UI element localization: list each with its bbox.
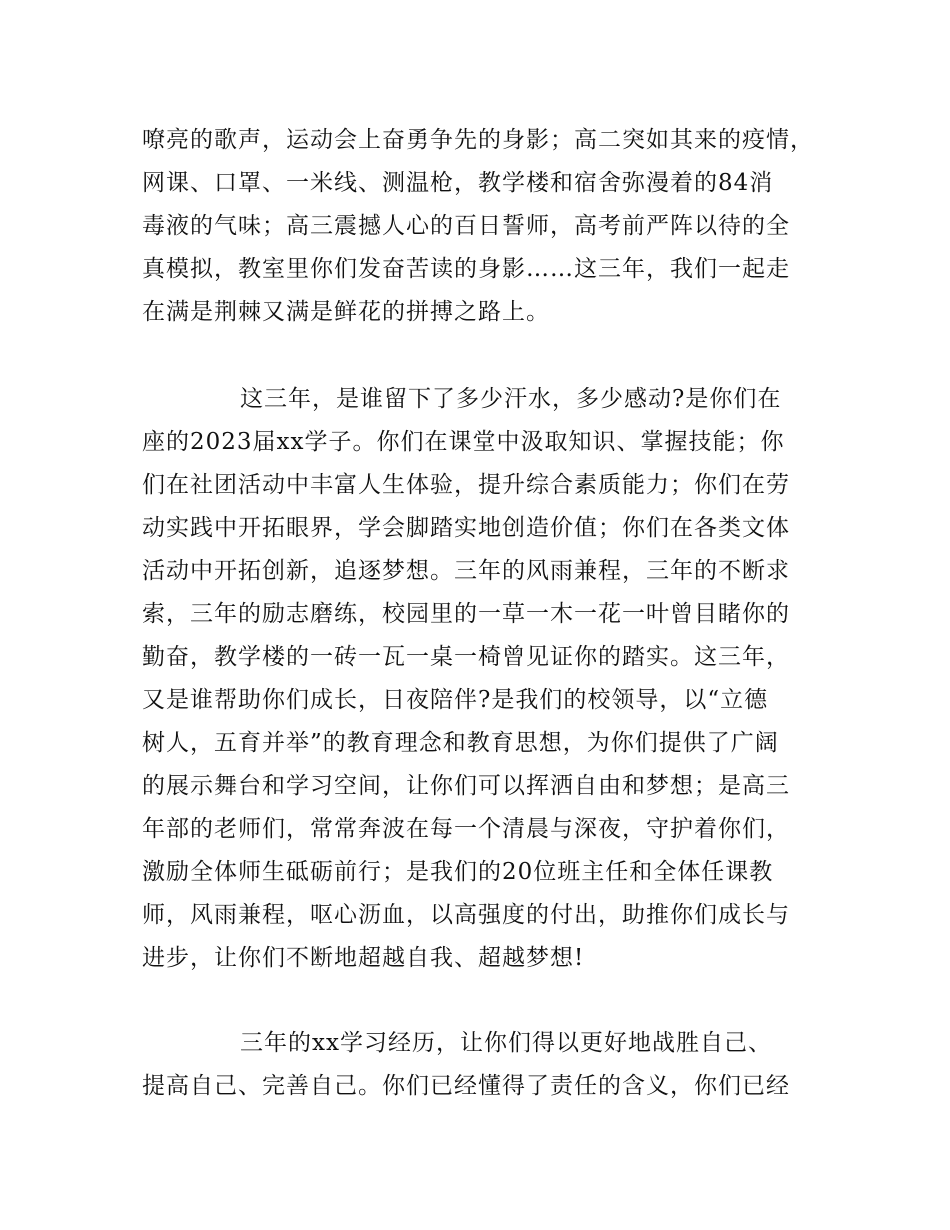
text-line: 勤奋，教学楼的一砖一瓦一桌一椅曾见证你的踏实。这三年， (142, 644, 790, 670)
text-line: 索，三年的励志磨练，校园里的一草一木一花一叶曾目睹你的 (142, 601, 790, 627)
text-line: 网课、口罩、一米线、测温枪，教学楼和宿舍弥漫着的84消 (142, 170, 774, 196)
text-line: 又是谁帮助你们成长，日夜陪伴?是我们的校领导，以“立德 (142, 687, 769, 713)
text-line: 激励全体师生砥砺前行；是我们的20位班主任和全体任课教 (142, 859, 774, 885)
text-line: 师，风雨兼程，呕心沥血，以高强度的付出，助推你们成长与 (142, 902, 790, 928)
text-line: 树人，五育并举”的教育理念和教育思想，为你们提供了广阔 (142, 730, 779, 756)
text-line: 在满是荆棘又满是鲜花的拼搏之路上。 (142, 299, 550, 325)
text-line: 们在社团活动中丰富人生体验，提升综合素质能力；你们在劳 (142, 472, 790, 498)
text-line: 真模拟，教室里你们发奋苦读的身影……这三年，我们一起走 (142, 256, 790, 282)
text-line: 动实践中开拓眼界，学会脚踏实地创造价值；你们在各类文体 (142, 515, 790, 541)
text-line: 这三年，是谁留下了多少汗水，多少感动?是你们在 (240, 386, 782, 412)
text-line: 毒液的气味；高三震撼人心的百日誓师，高考前严阵以待的全 (142, 213, 790, 239)
text-line: 提高自己、完善自己。你们已经懂得了责任的含义，你们已经 (142, 1073, 790, 1099)
text-line: 年部的老师们，常常奔波在每一个清晨与深夜，守护着你们， (142, 816, 790, 842)
text-line: 活动中开拓创新，追逐梦想。三年的风雨兼程，三年的不断求 (142, 558, 790, 584)
text-line: 嘹亮的歌声，运动会上奋勇争先的身影；高二突如其来的疫情， (142, 127, 814, 153)
text-line: 座的2023届xx学子。你们在课堂中汲取知识、掌握技能；你 (142, 429, 785, 455)
text-line: 进步，让你们不断地超越自我、超越梦想! (142, 945, 585, 971)
text-line: 的展示舞台和学习空间，让你们可以挥洒自由和梦想；是高三 (142, 773, 790, 799)
text-line: 三年的xx学习经历，让你们得以更好地战胜自己、 (240, 1030, 772, 1056)
